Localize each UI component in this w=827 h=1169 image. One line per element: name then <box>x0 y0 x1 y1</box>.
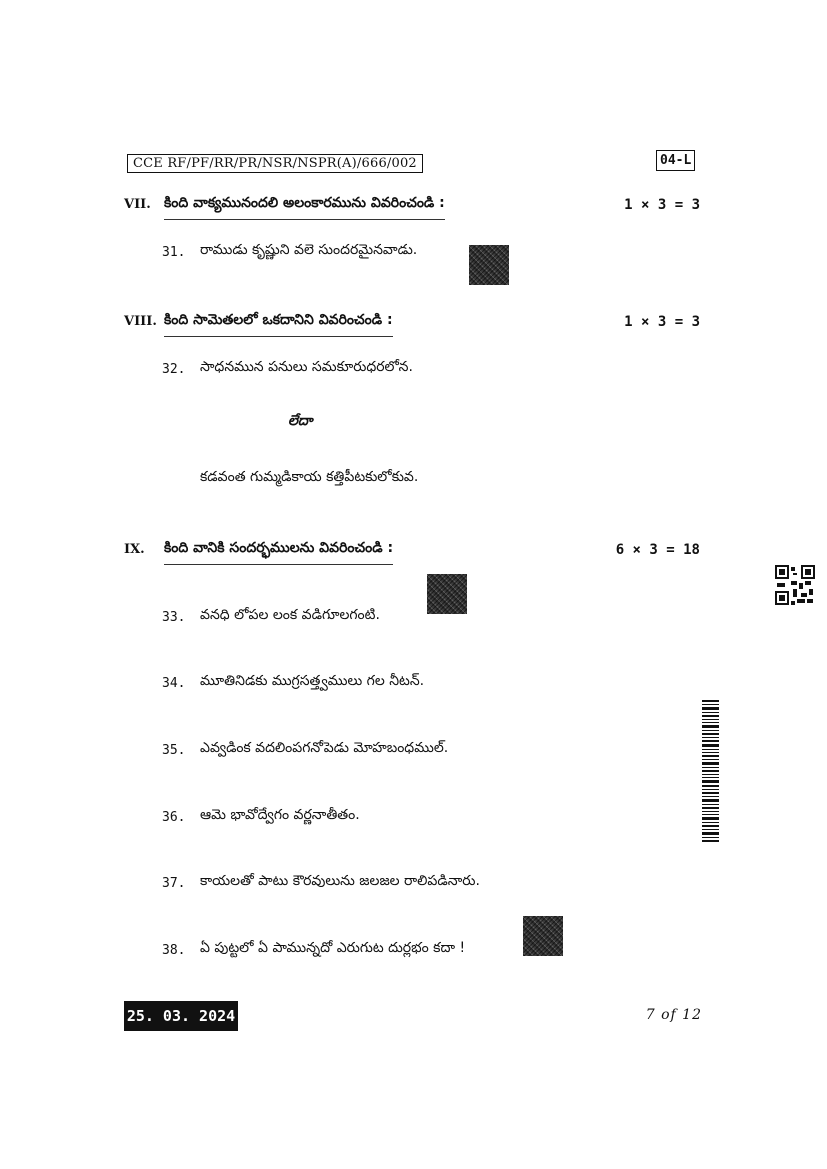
section-title: కింది వాక్యమునందలి అలంకారమును వివరించండి : <box>164 195 445 220</box>
alternate-question-text: కడవంత గుమ్మడికాయ కత్తిపీటకులోకువ. <box>200 469 419 485</box>
qr-code-icon <box>775 565 815 605</box>
scramble-patch <box>427 574 467 614</box>
question-number: 33. <box>162 610 186 625</box>
question-text: ఆమె భావోద్వేగం వర్ణనాతీతం. <box>200 807 360 823</box>
section-marks: 1 × 3 = 3 <box>624 197 700 213</box>
section-number: VII. <box>124 197 151 212</box>
page-number: 7 of 12 <box>645 1007 702 1023</box>
question-text: మూతినిడకు ముగ్రసత్త్వములు గల నీటన్. <box>200 673 425 689</box>
section-title: కింది సామెతలలో ఒకదానిని వివరించండి : <box>164 312 393 337</box>
section-number: VIII. <box>124 314 157 329</box>
question-text: ఎవ్వడింక వదలింపగనోపెడు మోహబంధముల్. <box>200 740 449 756</box>
question-text: రాముడు కృష్ణుని వలె సుందరమైనవాడు. <box>200 242 418 258</box>
section-number: IX. <box>124 542 145 557</box>
question-text: వనధి లోపల లంక వడిగూలగంటి. <box>200 607 380 623</box>
or-separator: లేదా <box>288 413 313 429</box>
question-number: 38. <box>162 943 186 958</box>
question-text: కాయలతో పాటు కౌరవులును జలజల రాలిపడినారు. <box>200 873 480 889</box>
version-code: 04-L <box>656 150 695 171</box>
paper-code: CCE RF/PF/RR/PR/NSR/NSPR(A)/666/002 <box>127 154 423 173</box>
scramble-patch <box>523 916 563 956</box>
scramble-patch <box>469 245 509 285</box>
section-marks: 1 × 3 = 3 <box>624 314 700 330</box>
exam-date-badge: 25. 03. 2024 <box>124 1001 238 1031</box>
question-number: 36. <box>162 810 186 825</box>
question-number: 37. <box>162 876 186 891</box>
barcode-icon <box>702 700 719 842</box>
question-number: 35. <box>162 743 186 758</box>
question-number: 32. <box>162 362 186 377</box>
question-number: 31. <box>162 245 186 260</box>
question-number: 34. <box>162 676 186 691</box>
section-marks: 6 × 3 = 18 <box>615 542 700 558</box>
question-text: ఏ పుట్టలో ఏ పామున్నదో ఎరుగుట దుర్లభం కదా ! <box>200 940 466 956</box>
question-text: సాధనమున పనులు సమకూరుధరలోన. <box>200 359 413 375</box>
section-title: కింది వానికి సందర్భములను వివరించండి : <box>164 540 393 565</box>
